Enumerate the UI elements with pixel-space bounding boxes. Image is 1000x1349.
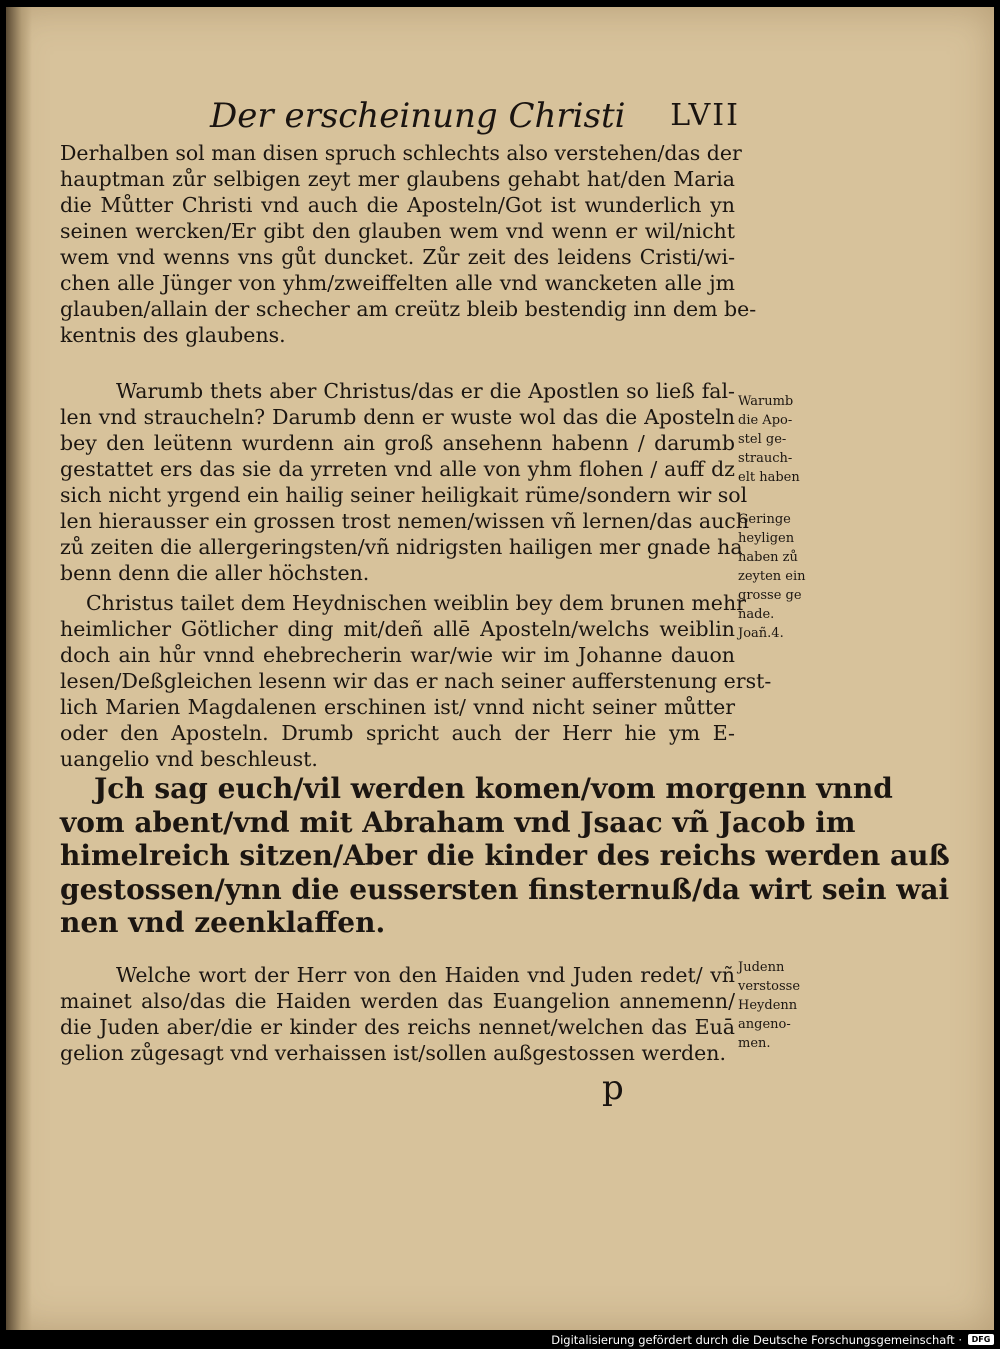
margin-line: Heydenn	[738, 998, 798, 1013]
margin-line: zeyten ein	[738, 569, 806, 584]
margin-line: haben zů	[738, 550, 798, 565]
text-line: gelion zůgesagt vnd verhaissen ist/sollen außgestossen werden.	[60, 1041, 726, 1065]
margin-line: verstosse	[738, 979, 801, 994]
text-line: gestattet ers das sie da yrreten vnd alle von yhm flohen / auff dz	[60, 457, 735, 481]
text-line: sich nicht yrgend ein hailig seiner heiligkait rüme/sondern wir sol	[60, 483, 748, 507]
running-header	[210, 96, 740, 140]
margin-line: Joañ.4.	[738, 626, 784, 641]
margin-line: heyligen	[738, 531, 795, 546]
text-line: len hierausser ein grossen trost nemen/wissen vñ lernen/das auch	[60, 509, 749, 533]
text-line: benn denn die aller höchsten.	[60, 561, 370, 585]
paragraph-1	[60, 140, 757, 348]
digitization-credit: Digitalisierung gefördert durch die Deutsche Forschungsgemeinschaft ·	[551, 1333, 962, 1347]
text-line: die Můtter Christi vnd auch die Aposteln/Got ist wunderlich yn	[60, 193, 735, 217]
margin-line: angeno-	[738, 1017, 791, 1032]
text-line: oder den Aposteln. Drumb spricht auch der Herr hie ym E-	[60, 721, 735, 745]
text-line: kentnis des glaubens.	[60, 323, 286, 347]
text-line: Warumb thets aber Christus/das er die Apostlen so ließ fal-	[116, 379, 735, 403]
text-line: zů zeiten die allergeringsten/vñ nidrigsten hailigen mer gnade ha	[60, 535, 743, 559]
margin-note-1	[738, 392, 818, 487]
text-line: doch ain hůr vnnd ehebrecherin war/wie wir im Johanne dauon	[60, 643, 735, 667]
text-line: Derhalben sol man disen spruch schlechts also verstehen/das der	[60, 141, 742, 165]
running-title: Der erscheinung Christi	[210, 96, 626, 136]
text-line: chen alle Jünger von yhm/zweiffelten alle vnd wancketen alle jm	[60, 271, 735, 295]
text-line: heimlicher Götlicher ding mit/deñ allē Aposteln/welchs weiblin	[60, 617, 735, 641]
page-spine-shadow	[6, 7, 32, 1330]
folio-number: LVII	[670, 98, 740, 133]
text-line: Christus tailet dem Heydnischen weiblin bey dem brunen mehr	[86, 591, 746, 615]
margin-line: elt haben	[738, 470, 800, 485]
margin-note-3	[738, 958, 818, 1053]
text-line: len vnd straucheln? Darumb denn er wuste wol das die Aposteln	[60, 405, 735, 429]
margin-line: Geringe	[738, 512, 791, 527]
text-line: vom abent/vnd mit Abraham vnd Jsaac vñ Jacob im	[60, 805, 856, 839]
margin-line: nade.	[738, 607, 775, 622]
margin-line: Warumb	[738, 394, 794, 409]
text-line: lesen/Deßgleichen lesenn wir das er nach seiner aufferstenung erst-	[60, 669, 772, 693]
text-line: lich Marien Magdalenen erschinen ist/ vnnd nicht seiner můtter	[60, 695, 735, 719]
text-line: glauben/allain der schecher am creütz bleib bestendig inn dem be-	[60, 297, 757, 321]
margin-line: men.	[738, 1036, 771, 1051]
text-line: wem vnd wenns vns gůt duncket. Zůr zeit des leidens Cristi/wi-	[60, 245, 735, 269]
text-line: himelreich sitzen/Aber die kinder des reichs werden auß	[60, 839, 950, 872]
text-line: hauptman zůr selbigen zeyt mer glaubens gehabt hat/den Maria	[60, 167, 735, 191]
margin-line: grosse ge	[738, 588, 802, 603]
paragraph-5	[60, 962, 735, 1066]
text-line: gestossen/ynn die eussersten finsternuß/da wirt sein wai	[60, 872, 950, 906]
text-line: die Juden aber/die er kinder des reichs nennet/welchen das Euā	[60, 1015, 735, 1039]
text-line: Welche wort der Herr von den Haiden vnd Juden redet/ vñ	[116, 963, 735, 987]
text-line: seinen wercken/Er gibt den glauben wem vnd wenn er wil/nicht	[60, 219, 735, 243]
text-line: mainet also/das die Haiden werden das Euangelion annemenn/	[60, 989, 735, 1013]
margin-line: die Apo-	[738, 413, 793, 428]
margin-line: stel ge-	[738, 432, 787, 447]
dfg-logo-icon: DFG	[968, 1334, 994, 1345]
text-line: nen vnd zeenklaffen.	[60, 906, 386, 939]
paragraph-2	[60, 378, 749, 586]
signature-mark: p	[602, 1068, 624, 1108]
scripture-quotation	[60, 772, 950, 940]
margin-line: Judenn	[738, 960, 785, 975]
text-line: Jch sag euch/vil werden komen/vom morgenn vnnd	[94, 772, 893, 805]
text-line: uangelio vnd beschleust.	[60, 747, 318, 771]
margin-note-2	[738, 510, 818, 643]
text-line: bey den leütenn wurdenn ain groß ansehenn habenn / darumb	[60, 431, 735, 455]
margin-line: strauch-	[738, 451, 793, 466]
